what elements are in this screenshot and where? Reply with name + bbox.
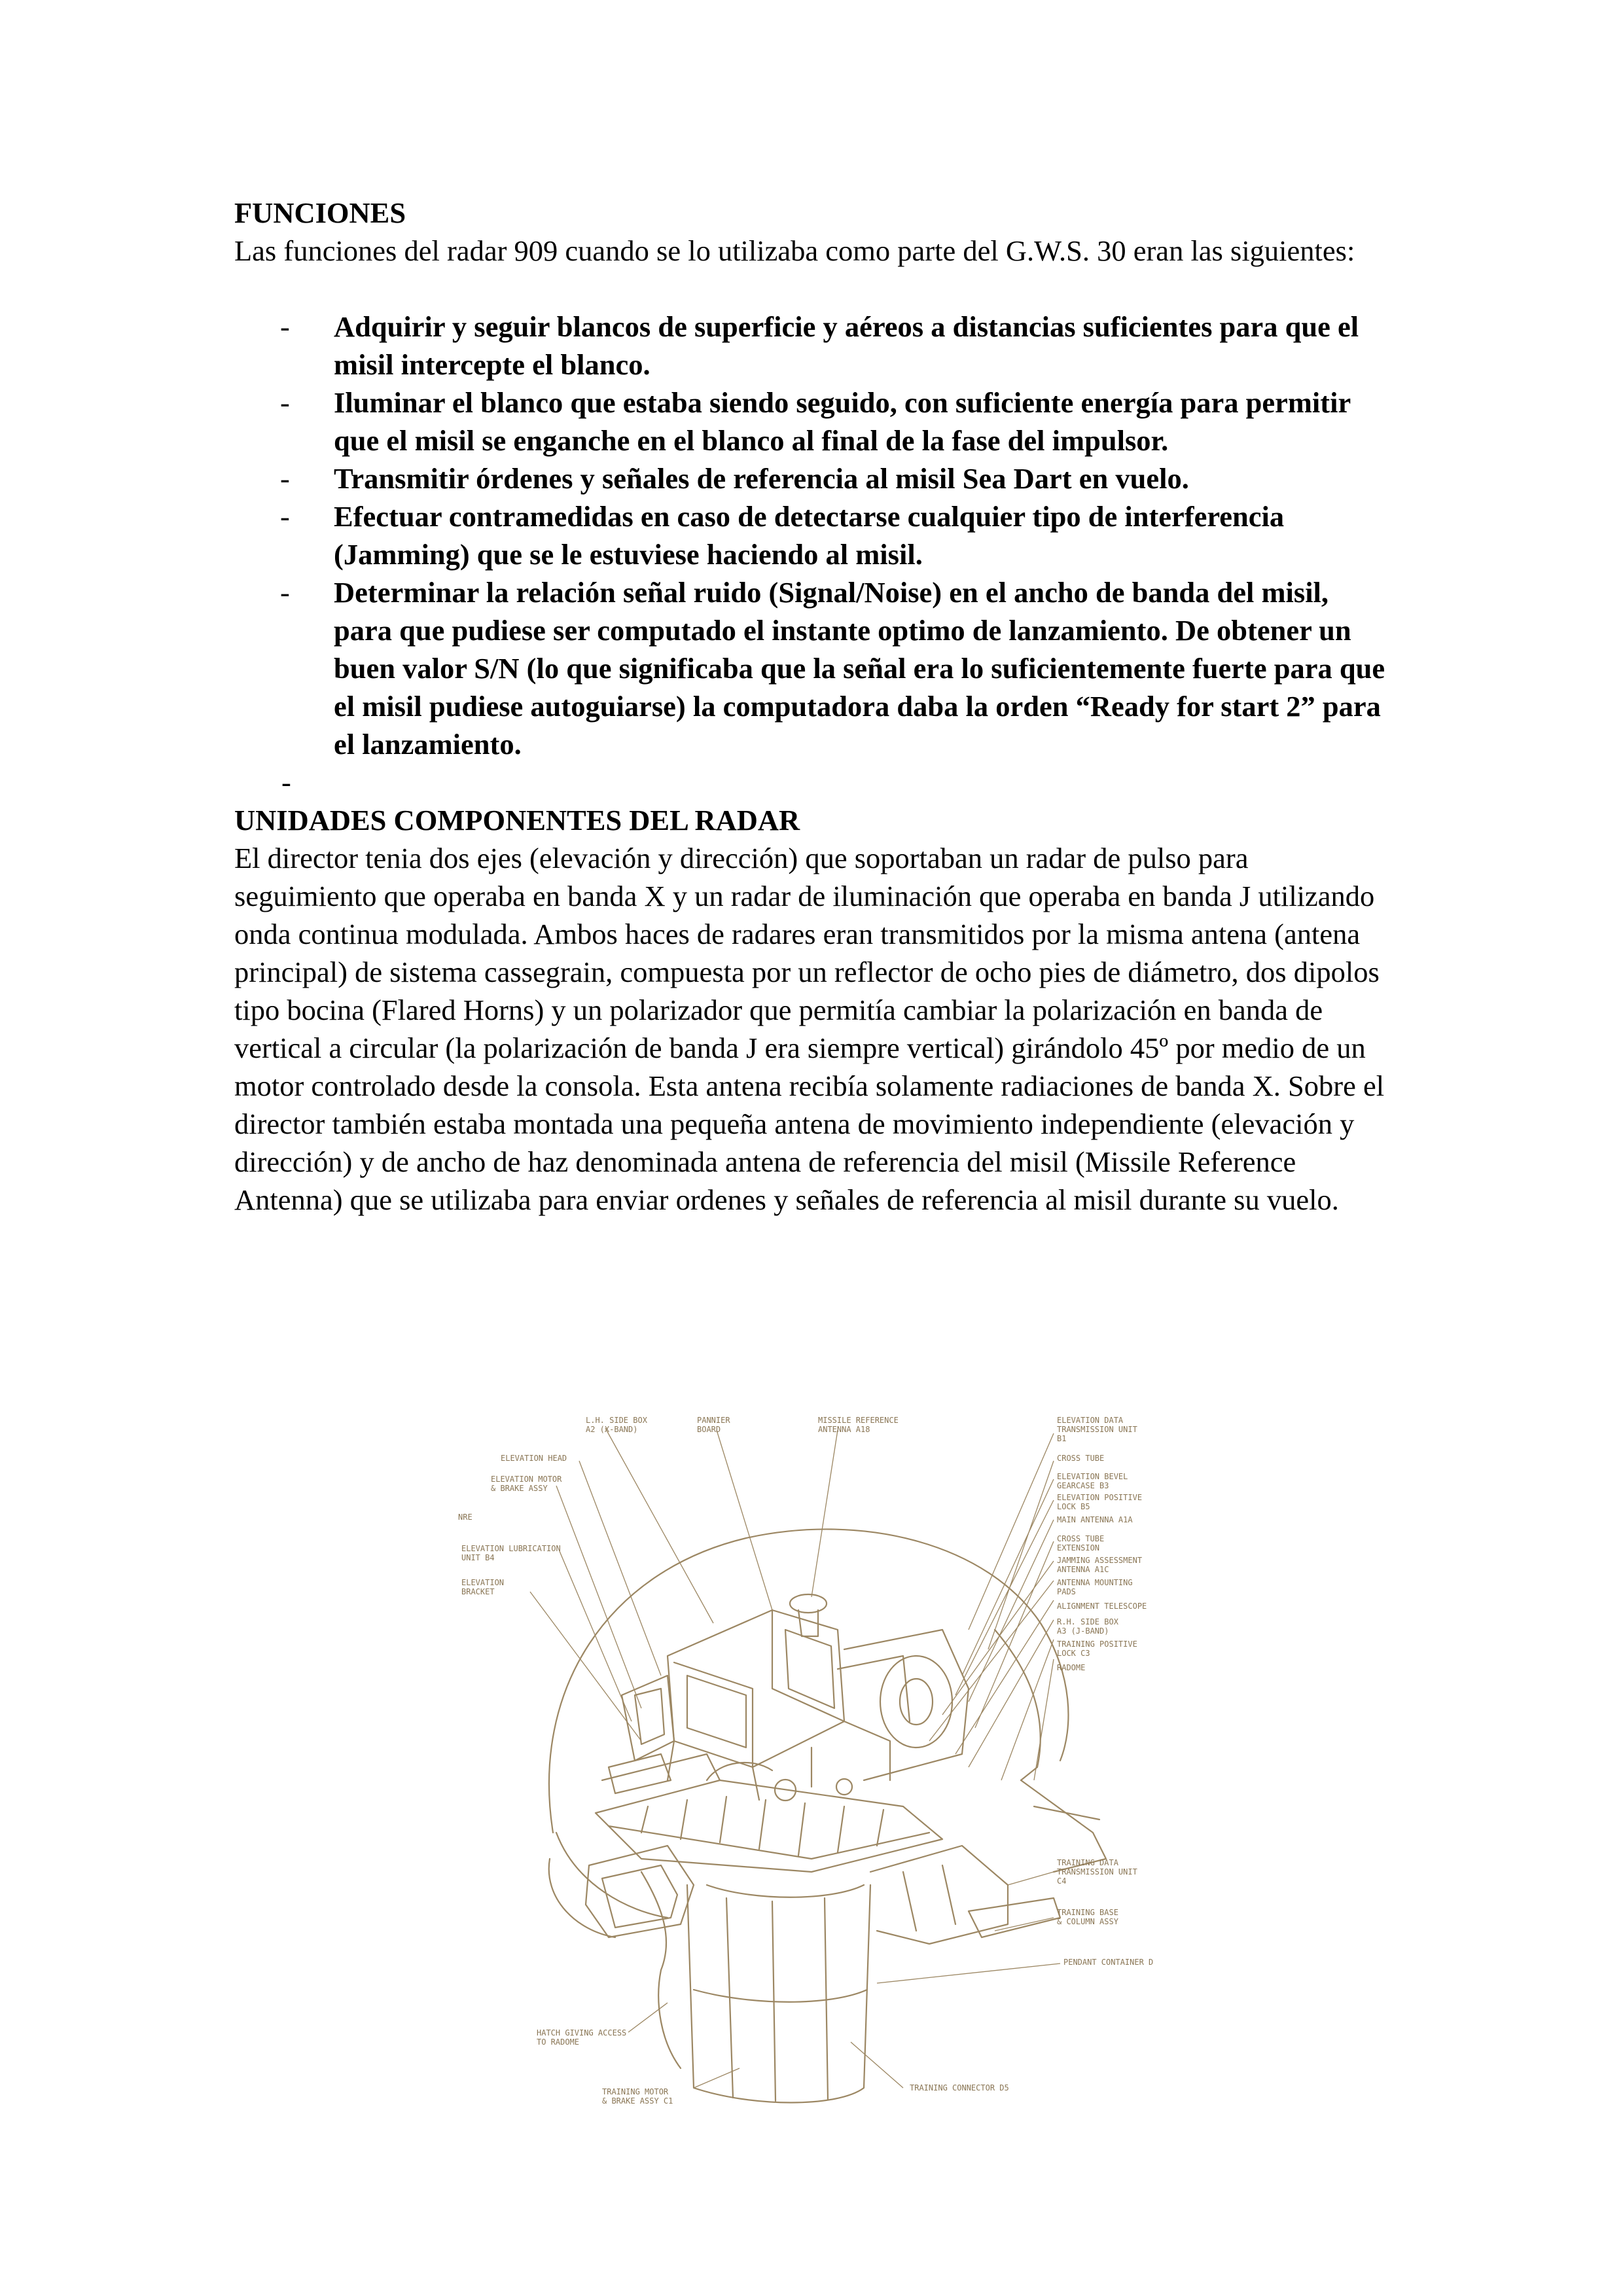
- svg-text:PADS: PADS: [1057, 1587, 1076, 1596]
- label-elev-bracket: ELEVATION: [461, 1578, 505, 1587]
- label-pendant: PENDANT CONTAINER D: [1063, 1958, 1154, 1967]
- list-item: - Iluminar el blanco que estaba siendo seguido, con suficiente energía para permitir que el misil se enganche en el blanco al final de la fase del impulsor.: [280, 386, 1351, 457]
- svg-text:LOCK B5: LOCK B5: [1057, 1502, 1090, 1511]
- label-elev-data: ELEVATION DATA: [1057, 1416, 1124, 1425]
- label-elev-head: ELEVATION HEAD: [501, 1454, 567, 1463]
- heading-unidades: UNIDADES COMPONENTES DEL RADAR: [234, 804, 800, 836]
- label-radome: RADOME: [1057, 1663, 1086, 1672]
- svg-text:GEARCASE B3: GEARCASE B3: [1057, 1481, 1109, 1490]
- label-rh-side-box: R.H. SIDE BOX: [1057, 1617, 1118, 1626]
- svg-text:EXTENSION: EXTENSION: [1057, 1543, 1100, 1552]
- svg-text:A3 (J-BAND): A3 (J-BAND): [1057, 1626, 1109, 1636]
- label-align-telescope: ALIGNMENT TELESCOPE: [1057, 1602, 1147, 1611]
- label-jamming: JAMMING ASSESSMENT: [1057, 1556, 1143, 1565]
- document-text: [234, 194, 1393, 1219]
- svg-text:TRANSMISSION UNIT: TRANSMISSION UNIT: [1057, 1867, 1137, 1876]
- svg-text:A2 (X-BAND): A2 (X-BAND): [586, 1425, 638, 1434]
- label-nre: NRE: [458, 1513, 473, 1522]
- label-train-lock: TRAINING POSITIVE: [1057, 1640, 1137, 1649]
- svg-text:& BRAKE ASSY: & BRAKE ASSY: [491, 1484, 548, 1493]
- svg-text:ANTENNA A1C: ANTENNA A1C: [1057, 1565, 1109, 1574]
- label-elev-lub: ELEVATION LUBRICATION: [461, 1544, 561, 1553]
- label-train-base: TRAINING BASE: [1057, 1908, 1118, 1917]
- svg-text:BRACKET: BRACKET: [461, 1587, 495, 1596]
- svg-text:& BRAKE ASSY C1: & BRAKE ASSY C1: [602, 2096, 673, 2106]
- label-hatch: HATCH GIVING ACCESS: [537, 2028, 627, 2037]
- label-train-data: TRAINING DATA: [1057, 1858, 1118, 1867]
- label-pannier: PANNIER: [697, 1416, 730, 1425]
- list-item: - Transmitir órdenes y señales de referencia al misil Sea Dart en vuelo.: [280, 462, 1189, 495]
- label-train-connector: TRAINING CONNECTOR D5: [910, 2083, 1009, 2092]
- funciones-list: [234, 308, 1393, 801]
- svg-text:& COLUMN ASSY: & COLUMN ASSY: [1057, 1917, 1118, 1926]
- svg-text:UNIT B4: UNIT B4: [461, 1553, 495, 1562]
- list-item: -: [281, 766, 291, 798]
- radar-director-diagram: [445, 1414, 1230, 2157]
- svg-text:C4: C4: [1057, 1876, 1067, 1886]
- label-cross-tube-ext: CROSS TUBE: [1057, 1534, 1105, 1543]
- label-elev-bevel: ELEVATION BEVEL: [1057, 1472, 1128, 1481]
- heading-funciones: FUNCIONES: [234, 196, 406, 229]
- svg-text:ANTENNA A18: ANTENNA A18: [818, 1425, 870, 1434]
- unidades-body: El director tenia dos ejes (elevación y dirección) que soportaban un radar de pulso para seguimiento que operaba en banda X y un radar de iluminación que operaba en banda J utilizando onda continua modulada. Ambos haces de radares eran transmitidos por la misma antena (antena principal) de sistema cassegrain, compuesta por un reflector de ocho pies de diámetro, dos dipolos tipo bocina (Flared Horns) y un polarizador que permitía cambiar la polarización en banda de vertical a circular (la polarización de banda J era siempre vertical) girándolo 45º por medio de un motor controlado desde la consola. Esta antena recibía solamente radiaciones de banda X. Sobre el director también estaba montada una pequeña antena de movimiento independiente (elevación y dirección) y de ancho de haz denominada antena de referencia del misil (Missile Reference Antenna) que se utilizaba para enviar ordenes y señales de referencia al misil durante su vuelo.: [234, 842, 1385, 1216]
- svg-text:TRANSMISSION UNIT: TRANSMISSION UNIT: [1057, 1425, 1137, 1434]
- svg-text:LOCK C3: LOCK C3: [1057, 1649, 1090, 1658]
- label-elev-motor: ELEVATION MOTOR: [491, 1475, 562, 1484]
- list-item: - Efectuar contramedidas en caso de detectarse cualquier tipo de interferencia (Jamming) que se le estuviese haciendo al misil.: [280, 500, 1285, 571]
- funciones-intro: Las funciones del radar 909 cuando se lo utilizaba como parte del G.W.S. 30 eran las siguientes:: [234, 234, 1355, 267]
- svg-text:TO RADOME: TO RADOME: [537, 2037, 580, 2047]
- label-main-antenna: MAIN ANTENNA A1A: [1057, 1515, 1133, 1524]
- list-item: - Adquirir y seguir blancos de superficie y aéreos a distancias suficientes para que el misil intercepte el blanco.: [280, 310, 1359, 381]
- label-ant-pads: ANTENNA MOUNTING: [1057, 1578, 1133, 1587]
- svg-text:B1: B1: [1057, 1434, 1067, 1443]
- list-item: - Determinar la relación señal ruido (Signal/Noise) en el ancho de banda del misil, para que pudiese ser computado el instante optimo de lanzamiento. De obtener un buen valor S/N (lo que significaba que la señal era lo suficientemente fuerte para que el misil pudiese autoguiarse) la computadora daba la orden “Ready for start 2” para el lanzamiento.: [280, 576, 1385, 761]
- svg-text:BOARD: BOARD: [697, 1425, 721, 1434]
- label-cross-tube: CROSS TUBE: [1057, 1454, 1105, 1463]
- label-missile-ref: MISSILE REFERENCE: [818, 1416, 899, 1425]
- label-lh-side-box: L.H. SIDE BOX: [586, 1416, 647, 1425]
- label-elev-lock: ELEVATION POSITIVE: [1057, 1493, 1143, 1502]
- label-train-motor: TRAINING MOTOR: [602, 2087, 669, 2096]
